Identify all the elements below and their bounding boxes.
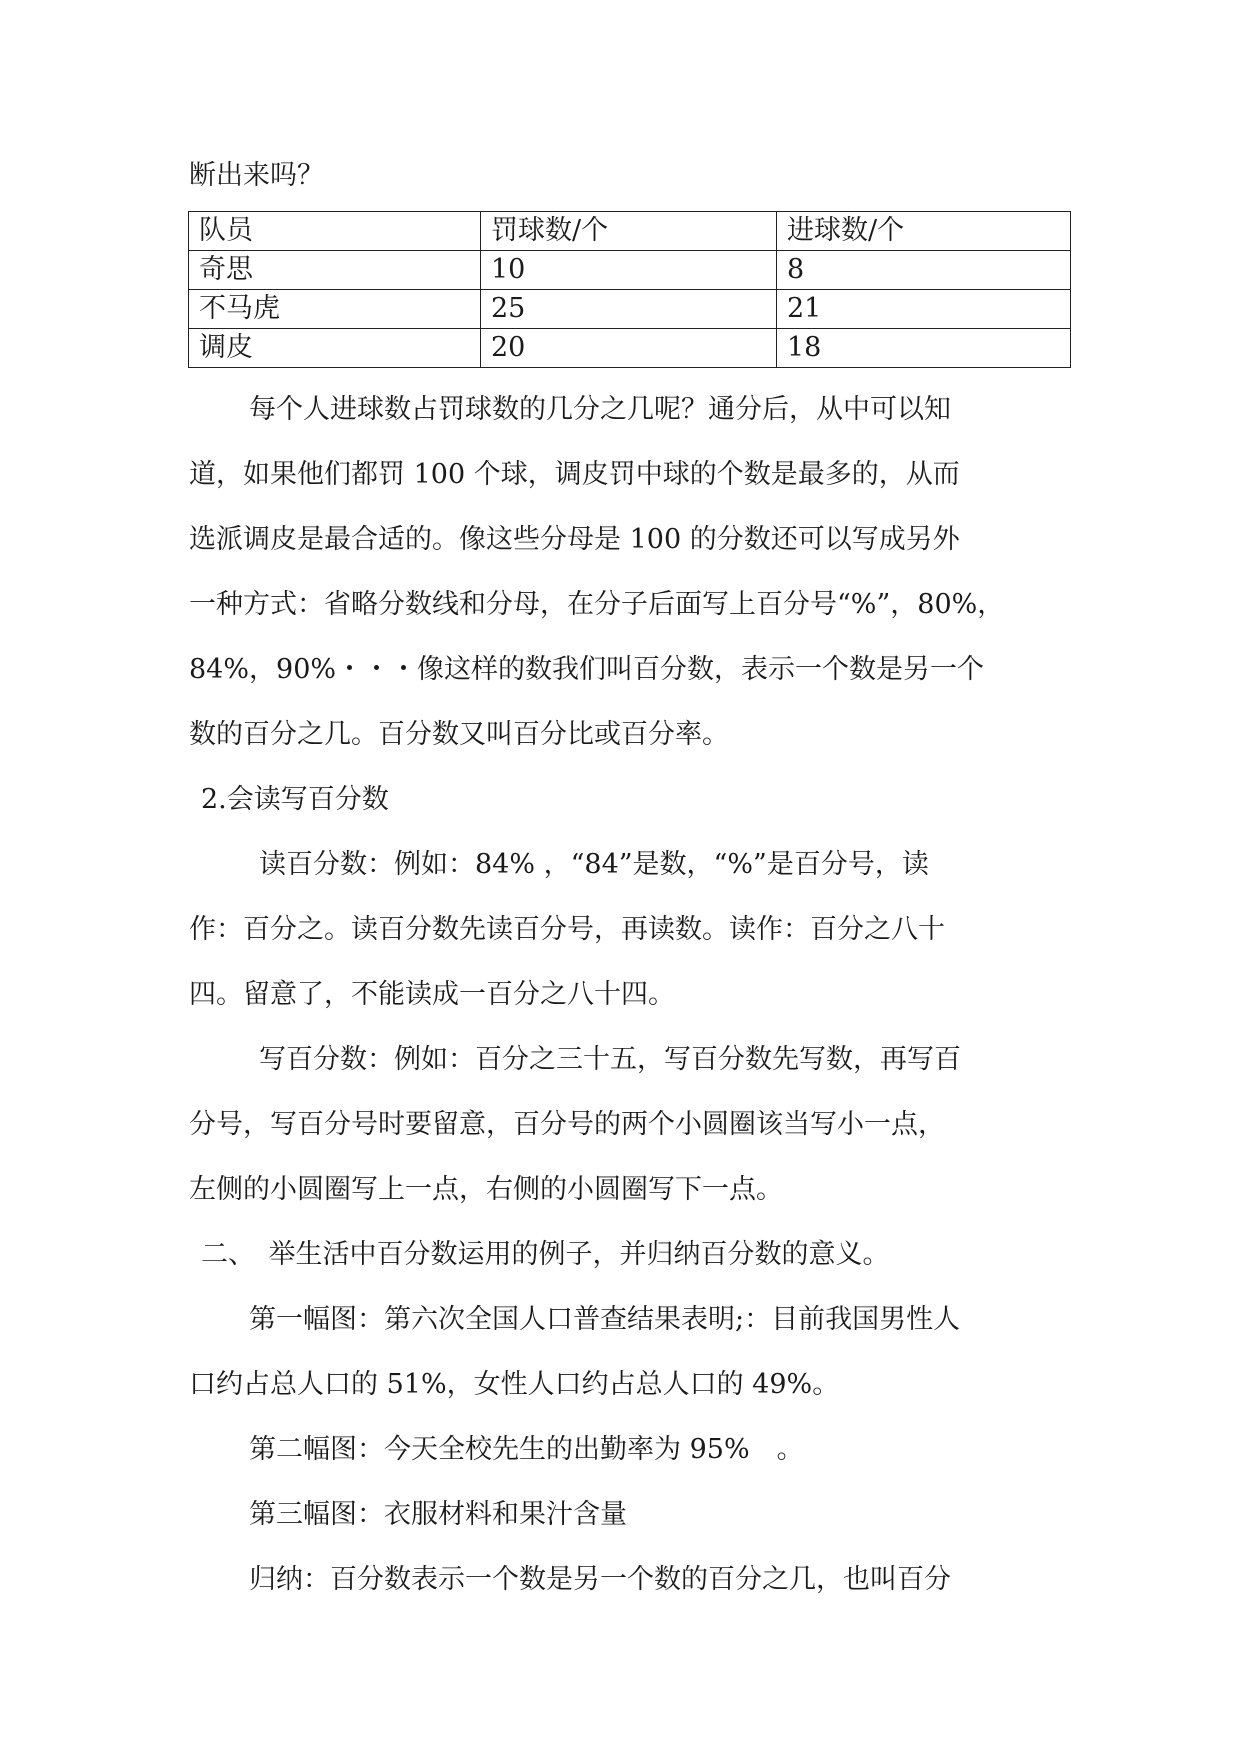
table-cell: 25 <box>481 290 777 329</box>
table-cell: 调皮 <box>189 329 481 368</box>
text-line: 第三幅图：衣服材料和果汁含量 <box>249 1499 627 1530</box>
text-line: 第一幅图：第六次全国人口普查结果表明;：目前我国男性人 <box>249 1304 961 1335</box>
text-line: 84%，90%・・・像这样的数我们叫百分数，表示一个数是另一个 <box>189 654 985 685</box>
text-line: 写百分数：例如：百分之三十五，写百分数先写数，再写百 <box>259 1044 961 1075</box>
text-line: 口约占总人口的 51%，女性人口约占总人口的 49%。 <box>189 1369 840 1400</box>
table-header-cell: 队员 <box>189 212 481 251</box>
section-heading: 2.会读写百分数 <box>201 784 389 815</box>
table-cell: 21 <box>777 290 1071 329</box>
table-cell: 18 <box>777 329 1071 368</box>
text-line: 第二幅图：今天全校先生的出勤率为 95% 。 <box>249 1434 804 1465</box>
text-line: 左侧的小圆圈写上一点，右侧的小圆圈写下一点。 <box>189 1174 783 1205</box>
table-row <box>189 329 1071 368</box>
section-heading: 二、 举生活中百分数运用的例子，并归纳百分数的意义。 <box>201 1239 890 1270</box>
table-cell: 8 <box>777 251 1071 290</box>
text-line: 道，如果他们都罚 100 个球，调皮罚中球的个数是最多的，从而 <box>189 459 960 490</box>
table-header-row <box>189 212 1071 251</box>
intro-line: 断出来吗？ <box>189 160 324 191</box>
text-line: 选派调皮是最合适的。像这些分母是 100 的分数还可以写成另外 <box>189 524 960 555</box>
table-row <box>189 251 1071 290</box>
text-line: 四。留意了，不能读成一百分之八十四。 <box>189 979 675 1010</box>
text-line: 一种方式：省略分数线和分母，在分子后面写上百分号“%”，80%， <box>189 589 1005 620</box>
text-line: 分号，写百分号时要留意，百分号的两个小圆圈该当写小一点， <box>189 1109 945 1140</box>
document-page <box>189 160 1069 1629</box>
paragraph-percent-intro <box>189 394 1069 1596</box>
table-cell: 20 <box>481 329 777 368</box>
table-cell: 10 <box>481 251 777 290</box>
text-line: 作：百分之。读百分数先读百分号，再读数。读作：百分之八十 <box>189 914 945 945</box>
text-line: 每个人进球数占罚球数的几分之几呢？通分后，从中可以知 <box>249 394 951 425</box>
table-header-cell: 罚球数/个 <box>481 212 777 251</box>
table-cell: 奇思 <box>189 251 481 290</box>
table-cell: 不马虎 <box>189 290 481 329</box>
text-line: 数的百分之几。百分数又叫百分比或百分率。 <box>189 719 729 750</box>
table-header-cell: 进球数/个 <box>777 212 1071 251</box>
text-line: 归纳：百分数表示一个数是另一个数的百分之几，也叫百分 <box>249 1564 951 1595</box>
text-line: 读百分数：例如：84% ，“84”是数，“%”是百分号，读 <box>259 849 929 880</box>
table-row <box>189 290 1071 329</box>
penalty-table <box>188 211 1071 368</box>
